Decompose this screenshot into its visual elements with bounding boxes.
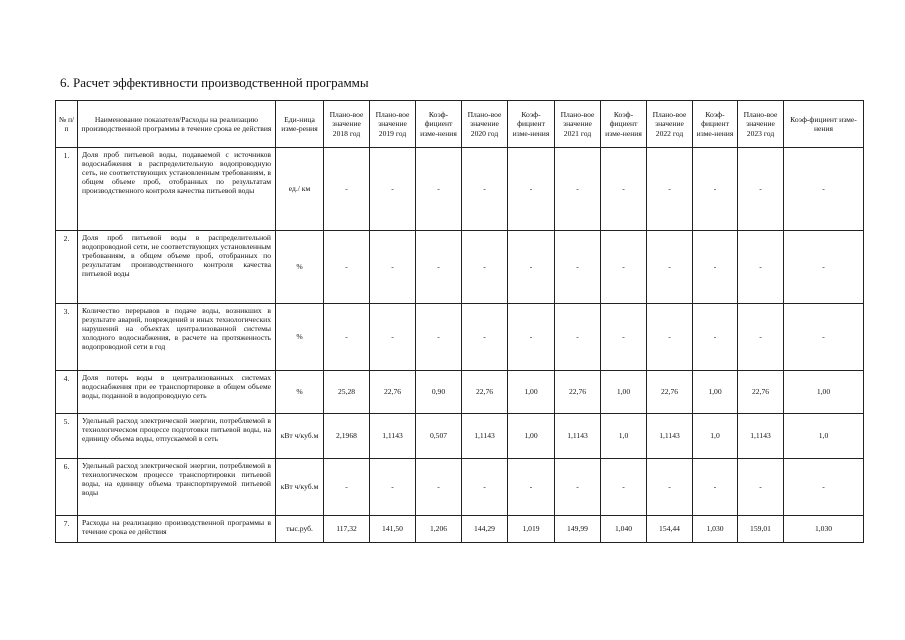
value-cell: - bbox=[784, 148, 864, 231]
value-cell: - bbox=[508, 231, 555, 304]
value-cell: 1,00 bbox=[693, 371, 738, 414]
value-cell: - bbox=[647, 459, 693, 516]
col-header-plan-2021: Плано-вое значение 2021 год bbox=[555, 101, 601, 148]
table-row bbox=[56, 231, 864, 304]
table-row bbox=[56, 414, 864, 459]
value-cell: - bbox=[647, 304, 693, 371]
value-cell: 144,29 bbox=[462, 516, 508, 543]
table-row bbox=[56, 371, 864, 414]
value-cell: - bbox=[555, 304, 601, 371]
value-cell: 1,00 bbox=[508, 371, 555, 414]
value-cell: 1,1143 bbox=[462, 414, 508, 459]
value-cell: - bbox=[647, 231, 693, 304]
table-row bbox=[56, 459, 864, 516]
value-cell: 1,00 bbox=[784, 371, 864, 414]
value-cell: - bbox=[324, 231, 370, 304]
value-cell: - bbox=[601, 148, 647, 231]
value-cell: - bbox=[508, 304, 555, 371]
value-cell: - bbox=[601, 231, 647, 304]
value-cell: - bbox=[370, 304, 416, 371]
value-cell: - bbox=[370, 231, 416, 304]
value-cell: - bbox=[370, 459, 416, 516]
value-cell: - bbox=[647, 148, 693, 231]
col-header-coef-2022: Коэф-фициент изме-нения bbox=[693, 101, 738, 148]
table-body bbox=[56, 148, 864, 543]
value-cell: 22,76 bbox=[370, 371, 416, 414]
row-number-cell: 2. bbox=[56, 231, 78, 304]
value-cell: - bbox=[462, 304, 508, 371]
value-cell: 22,76 bbox=[738, 371, 784, 414]
value-cell: - bbox=[462, 148, 508, 231]
col-header-plan-2020: Плано-вое значение 2020 год bbox=[462, 101, 508, 148]
value-cell: 22,76 bbox=[555, 371, 601, 414]
value-cell: - bbox=[416, 148, 462, 231]
value-cell: - bbox=[508, 459, 555, 516]
value-cell: 22,76 bbox=[647, 371, 693, 414]
value-cell: - bbox=[693, 231, 738, 304]
value-cell: - bbox=[555, 231, 601, 304]
col-header-coef-2023: Коэф-фициент изме-нения bbox=[784, 101, 864, 148]
value-cell: - bbox=[462, 231, 508, 304]
value-cell: - bbox=[784, 304, 864, 371]
row-number-cell: 1. bbox=[56, 148, 78, 231]
col-header-indicator: Наименование показателя/Расходы на реализацию производственной программы в течение срока ее действия bbox=[78, 101, 276, 148]
value-cell: - bbox=[416, 304, 462, 371]
value-cell: - bbox=[370, 148, 416, 231]
row-number-cell: 6. bbox=[56, 459, 78, 516]
value-cell: 117,32 bbox=[324, 516, 370, 543]
unit-cell: кВт ч/куб.м bbox=[276, 414, 324, 459]
value-cell: 1,040 bbox=[601, 516, 647, 543]
indicator-name-cell: Количество перерывов в подаче воды, возникших в результате аварий, повреждений и иных технологических нарушений на объектах централизованной системы холодного водоснабжения, в расчете на протяженность водопроводной сети в год bbox=[78, 304, 276, 371]
value-cell: 1,030 bbox=[693, 516, 738, 543]
efficiency-table bbox=[55, 100, 864, 543]
value-cell: 1,1143 bbox=[555, 414, 601, 459]
col-header-coef-2021: Коэф-фициент изме-нения bbox=[601, 101, 647, 148]
col-header-number: № п/п bbox=[56, 101, 78, 148]
indicator-name-cell: Удельный расход электрической энергии, потребляемой в технологическом процессе подготовки питьевой воды, на единицу объема воды, отпускаемой в сеть bbox=[78, 414, 276, 459]
col-header-plan-2019: Плано-вое значение 2019 год bbox=[370, 101, 416, 148]
value-cell: 1,00 bbox=[508, 414, 555, 459]
value-cell: - bbox=[693, 459, 738, 516]
value-cell: 25,28 bbox=[324, 371, 370, 414]
value-cell: - bbox=[601, 304, 647, 371]
page-title: 6. Расчет эффективности производственной программы bbox=[60, 75, 369, 90]
col-header-unit: Еди-ница изме-рения bbox=[276, 101, 324, 148]
value-cell: 159,01 bbox=[738, 516, 784, 543]
col-header-plan-2023: Плано-вое значение 2023 год bbox=[738, 101, 784, 148]
value-cell: 1,0 bbox=[784, 414, 864, 459]
indicator-name-cell: Доля проб питьевой воды, подаваемой с источников водоснабжения в распределительную водопроводную сеть, не соответствующих установленным требованиям, в общем объеме проб, отобранных по результатам производственного контроля качества питьевой воды bbox=[78, 148, 276, 231]
value-cell: - bbox=[784, 459, 864, 516]
value-cell: 1,1143 bbox=[738, 414, 784, 459]
row-number-cell: 7. bbox=[56, 516, 78, 543]
value-cell: - bbox=[693, 304, 738, 371]
unit-cell: кВт ч/куб.м bbox=[276, 459, 324, 516]
table-row bbox=[56, 304, 864, 371]
value-cell: 1,206 bbox=[416, 516, 462, 543]
col-header-coef-2020: Коэф-фициент изме-нения bbox=[508, 101, 555, 148]
value-cell: 0,90 bbox=[416, 371, 462, 414]
value-cell: 1,1143 bbox=[370, 414, 416, 459]
row-number-cell: 3. bbox=[56, 304, 78, 371]
value-cell: - bbox=[324, 148, 370, 231]
value-cell: - bbox=[738, 304, 784, 371]
unit-cell: % bbox=[276, 231, 324, 304]
row-number-cell: 5. bbox=[56, 414, 78, 459]
value-cell: - bbox=[738, 459, 784, 516]
unit-cell: % bbox=[276, 304, 324, 371]
value-cell: 22,76 bbox=[462, 371, 508, 414]
indicator-name-cell: Расходы на реализацию производственной программы в течение срока ее действия bbox=[78, 516, 276, 543]
unit-cell: тыс.руб. bbox=[276, 516, 324, 543]
value-cell: 2,1968 bbox=[324, 414, 370, 459]
value-cell: - bbox=[508, 148, 555, 231]
value-cell: 1,019 bbox=[508, 516, 555, 543]
value-cell: - bbox=[416, 231, 462, 304]
col-header-plan-2018: Плано-вое значение 2018 год bbox=[324, 101, 370, 148]
value-cell: - bbox=[324, 459, 370, 516]
value-cell: - bbox=[416, 459, 462, 516]
indicator-name-cell: Доля потерь воды в централизованных системах водоснабжения при ее транспортировке в общем объеме воды, поданной в водопроводную сеть bbox=[78, 371, 276, 414]
value-cell: 141,50 bbox=[370, 516, 416, 543]
indicator-name-cell: Удельный расход электрической энергии, потребляемой в технологическом процессе транспортировки питьевой воды, на единицу объема транспортируемой питьевой воды bbox=[78, 459, 276, 516]
value-cell: - bbox=[784, 231, 864, 304]
value-cell: 1,030 bbox=[784, 516, 864, 543]
value-cell: - bbox=[324, 304, 370, 371]
col-header-plan-2022: Плано-вое значение 2022 год bbox=[647, 101, 693, 148]
table-row bbox=[56, 516, 864, 543]
row-number-cell: 4. bbox=[56, 371, 78, 414]
value-cell: 1,1143 bbox=[647, 414, 693, 459]
value-cell: - bbox=[738, 231, 784, 304]
value-cell: 1,00 bbox=[601, 371, 647, 414]
value-cell: - bbox=[601, 459, 647, 516]
value-cell: - bbox=[555, 148, 601, 231]
value-cell: 1,0 bbox=[601, 414, 647, 459]
table-header-row bbox=[56, 101, 864, 148]
value-cell: - bbox=[738, 148, 784, 231]
value-cell: - bbox=[693, 148, 738, 231]
value-cell: 0,507 bbox=[416, 414, 462, 459]
value-cell: - bbox=[462, 459, 508, 516]
value-cell: - bbox=[555, 459, 601, 516]
col-header-coef-2019: Коэф-фициент изме-нения bbox=[416, 101, 462, 148]
value-cell: 1,0 bbox=[693, 414, 738, 459]
indicator-name-cell: Доля проб питьевой воды в распределительной водопроводной сети, не соответствующих установленным требованиям, в общем объеме проб, отобранных по результатам производственного контроля качества питьевой воды bbox=[78, 231, 276, 304]
unit-cell: ед./ км bbox=[276, 148, 324, 231]
value-cell: 149,99 bbox=[555, 516, 601, 543]
table-row bbox=[56, 148, 864, 231]
unit-cell: % bbox=[276, 371, 324, 414]
value-cell: 154,44 bbox=[647, 516, 693, 543]
